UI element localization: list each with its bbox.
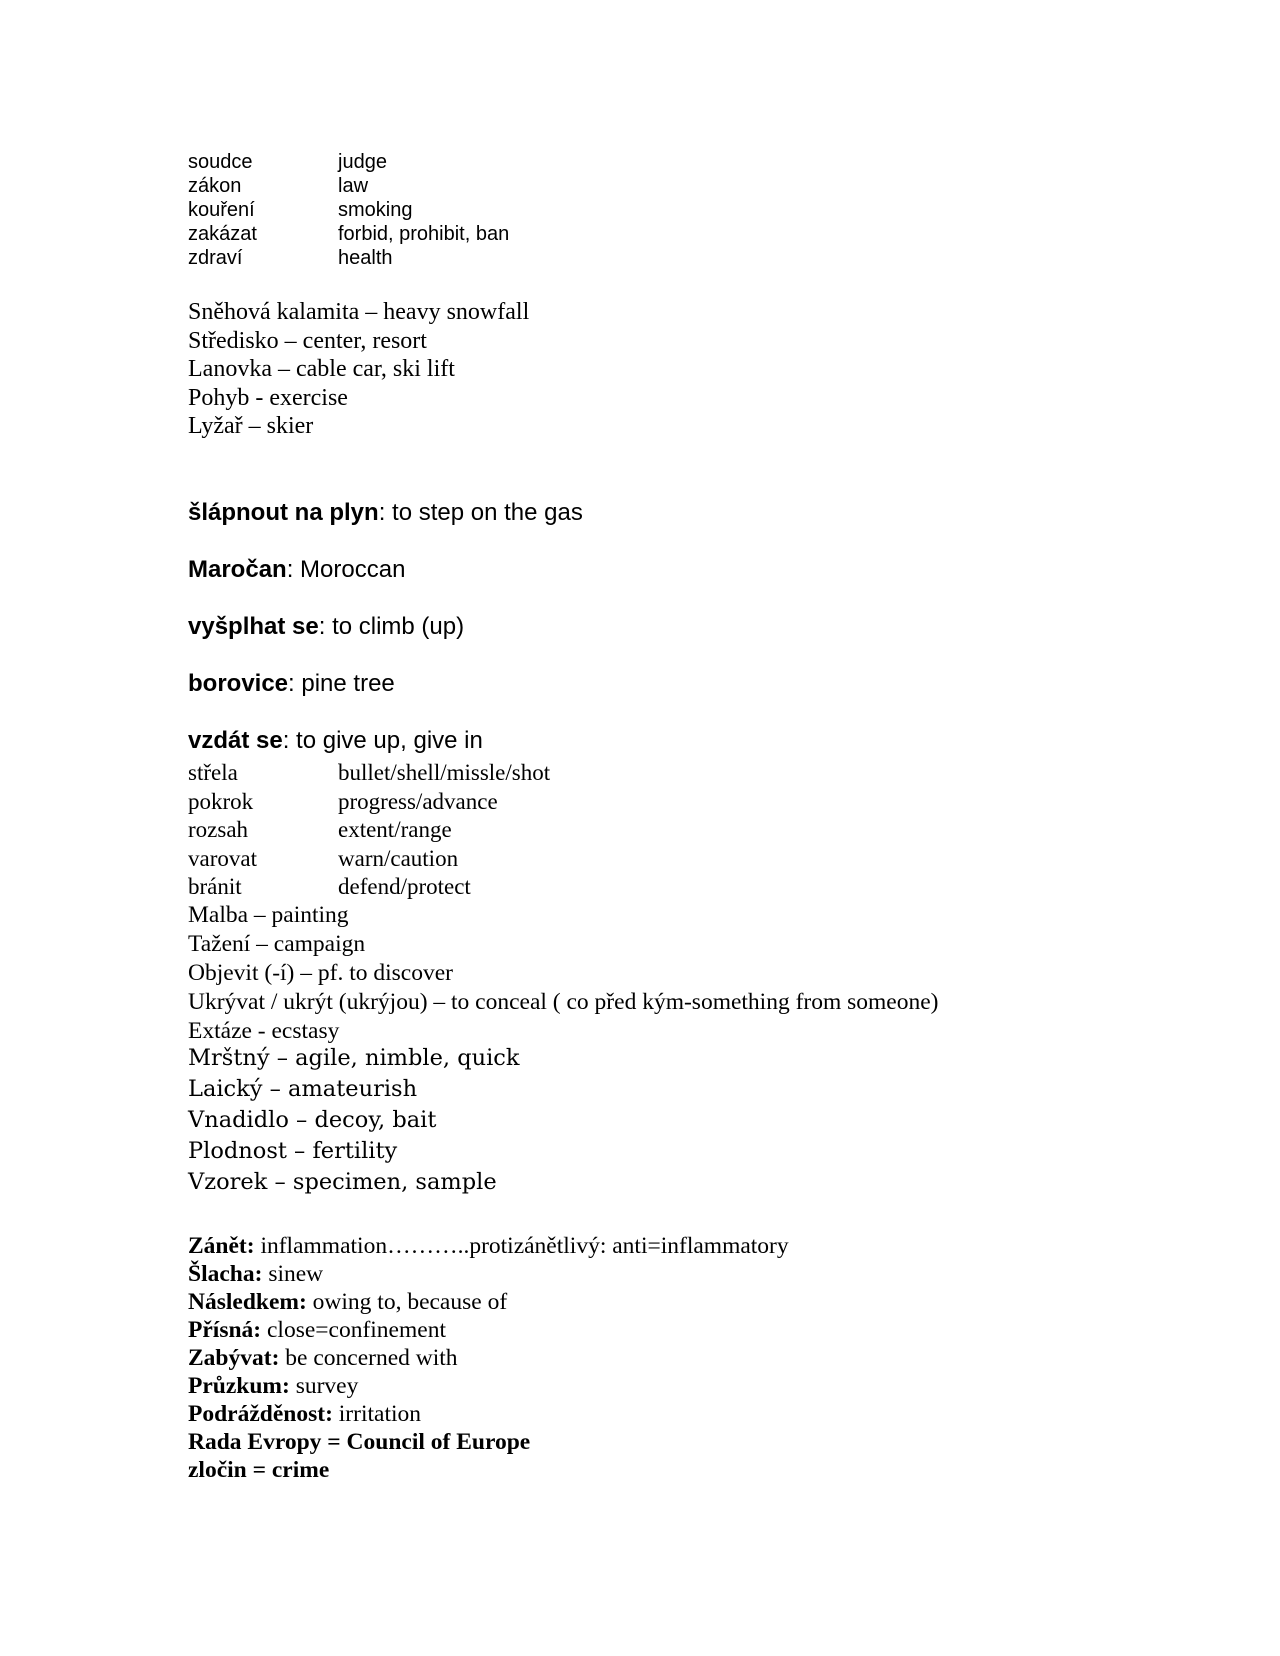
bold-equation-line: Rada Evropy = Council of Europe	[188, 1429, 531, 1455]
english-translation: bullet/shell/missle/shot	[338, 760, 551, 785]
definition-line	[188, 1372, 789, 1400]
vocab-row	[188, 759, 550, 788]
term-definition: survey	[289, 1373, 359, 1399]
term-word: Šlacha:	[188, 1261, 263, 1287]
vocab-row	[188, 788, 550, 817]
vocab-row	[188, 845, 550, 874]
definition-line	[188, 1232, 789, 1260]
czech-word: zdraví	[188, 247, 243, 269]
term-definition: : Moroccan	[286, 556, 406, 583]
vocab-row	[188, 246, 509, 270]
vocab-list-ski	[188, 298, 529, 441]
term-definition: : pine tree	[288, 670, 395, 697]
english-translation: forbid, prohibit, ban	[338, 223, 510, 245]
czech-word: bránit	[188, 874, 242, 899]
vocab-line: Lanovka – cable car, ski lift	[188, 356, 455, 382]
term-word: borovice	[188, 670, 289, 697]
term-definition: be concerned with	[279, 1345, 458, 1371]
term-word: Následkem:	[188, 1289, 307, 1315]
czech-word: zákon	[188, 175, 242, 197]
term-word: Zabývat:	[188, 1345, 280, 1371]
vocab-line: Lyžař – skier	[188, 413, 314, 439]
term-definition: : to step on the gas	[378, 499, 583, 526]
english-translation: extent/range	[338, 817, 452, 842]
term-entry	[188, 726, 583, 755]
term-word: vyšplhat se	[188, 613, 319, 640]
vocab-line: Malba – painting	[188, 902, 349, 928]
definition-line	[188, 1316, 789, 1344]
term-word: Zánět:	[188, 1233, 255, 1259]
term-entry	[188, 498, 583, 527]
term-word: Přísná:	[188, 1317, 262, 1343]
term-definition: : to climb (up)	[318, 613, 465, 640]
term-word: Průzkum:	[188, 1373, 290, 1399]
english-translation: health	[338, 247, 393, 269]
czech-word: rozsah	[188, 817, 249, 842]
term-entry	[188, 612, 583, 641]
vocab-line: Vzorek – specimen, sample	[188, 1169, 497, 1195]
czech-word: soudce	[188, 151, 253, 173]
english-translation: defend/protect	[338, 874, 471, 899]
term-entry	[188, 669, 583, 698]
english-translation: judge	[338, 151, 387, 173]
vocab-line: Středisko – center, resort	[188, 327, 427, 354]
definition-line	[188, 1288, 789, 1316]
vocab-terms-bold	[188, 498, 583, 755]
term-definition: sinew	[262, 1261, 324, 1287]
vocab-table-basic	[188, 150, 509, 270]
term-definition: close=confinement	[261, 1317, 446, 1343]
vocab-table-military	[188, 759, 550, 902]
vocab-definitions-bold	[188, 1232, 789, 1484]
english-translation: smoking	[338, 199, 413, 221]
bold-equation-line: zločin = crime	[188, 1457, 330, 1483]
term-definition: owing to, because of	[306, 1289, 508, 1315]
vocab-line: Sněhová kalamita – heavy snowfall	[188, 299, 530, 325]
term-entry	[188, 555, 583, 584]
vocab-line: Ukrývat / ukrýt (ukrýjou) – to conceal ( co před kým-something from someone)	[188, 989, 939, 1015]
term-word: Podrážděnost:	[188, 1401, 333, 1427]
term-definition: inflammation………..protizánětlivý: anti=inflammatory	[254, 1233, 789, 1259]
vocab-row	[188, 174, 509, 198]
vocab-line: Tažení – campaign	[188, 931, 366, 957]
vocab-row	[188, 150, 509, 174]
definition-line	[188, 1344, 789, 1372]
vocab-line: Objevit (-í) – pf. to discover	[188, 960, 453, 986]
czech-word: střela	[188, 760, 238, 785]
term-definition: : to give up, give in	[282, 727, 483, 754]
vocab-row	[188, 198, 509, 222]
vocab-line: Extáze - ecstasy	[188, 1018, 340, 1044]
definition-line	[188, 1260, 789, 1288]
term-definition: irritation	[332, 1401, 422, 1427]
czech-word: pokrok	[188, 788, 254, 814]
vocab-line: Laický – amateurish	[188, 1076, 418, 1102]
vocab-row	[188, 222, 509, 246]
vocab-line: Vnadidlo – decoy, bait	[188, 1107, 437, 1133]
czech-word: kouření	[188, 199, 255, 221]
term-word: Maročan	[188, 556, 287, 583]
term-word: šlápnout na plyn	[188, 499, 379, 526]
czech-word: zakázat	[188, 223, 257, 245]
term-word: vzdát se	[188, 727, 283, 754]
english-translation: warn/caution	[338, 845, 459, 871]
vocab-list-misc	[188, 901, 939, 1046]
english-translation: law	[338, 175, 369, 197]
vocab-line: Mrštný – agile, nimble, quick	[188, 1045, 520, 1071]
vocab-line: Pohyb - exercise	[188, 384, 348, 411]
english-translation: progress/advance	[338, 788, 498, 814]
vocab-line: Plodnost – fertility	[188, 1138, 398, 1164]
vocab-row	[188, 816, 550, 845]
vocab-row	[188, 873, 550, 902]
czech-word: varovat	[188, 845, 257, 871]
vocab-list-adjectives	[188, 1043, 520, 1198]
definition-line	[188, 1400, 789, 1428]
